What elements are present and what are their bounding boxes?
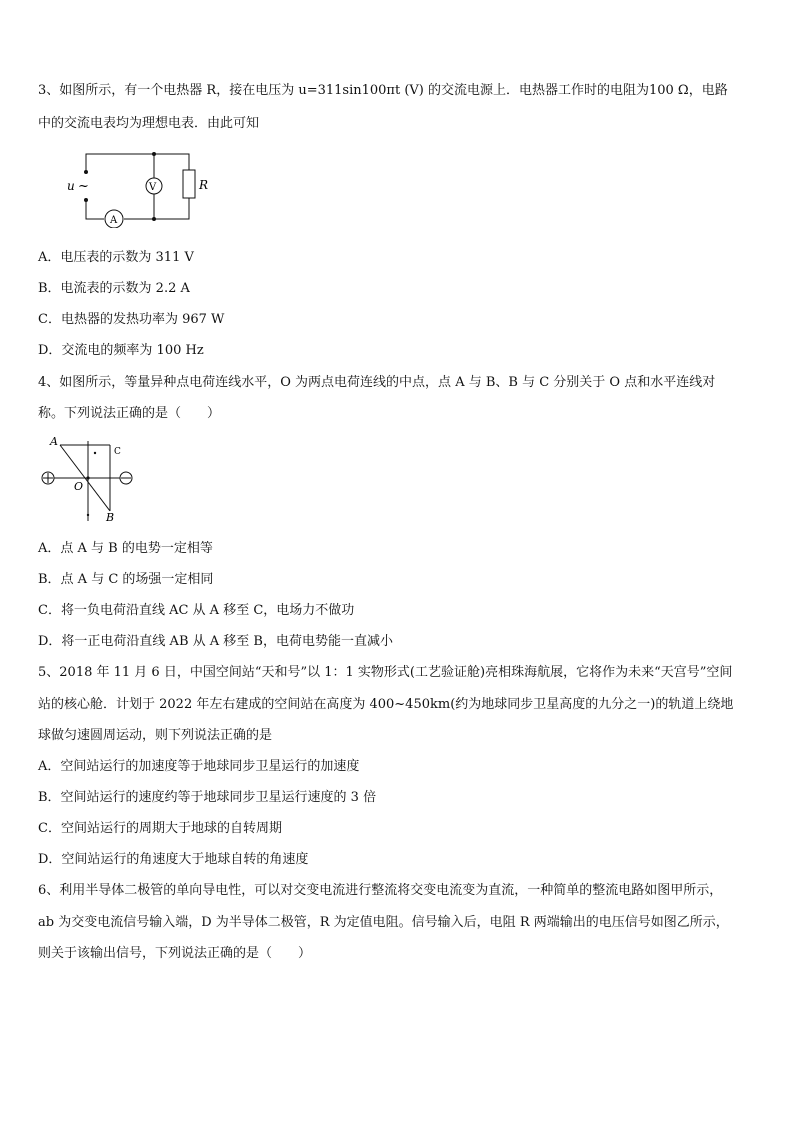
q3-fig-a: A	[110, 215, 118, 226]
q5-option-b: B．空间站运行的速度约等于地球同步卫星运行速度的 3 倍	[38, 790, 377, 805]
q4-option-b: B．点 A 与 C 的场强一定相同	[38, 572, 214, 587]
q5-stem-line2: 站的核心舱．计划于 2022 年左右建成的空间站在高度为 400~450km(约为地球同步卫星高度的九分之一)的轨道上绕地	[38, 697, 734, 712]
q3-option-b: B．电流表的示数为 2.2 A	[38, 281, 190, 296]
q5-stem-line3: 球做匀速圆周运动，则下列说法正确的是	[38, 728, 273, 743]
q3-fig-ac-symbol: ~	[78, 179, 89, 194]
q3-stem-line2: 中的交流电表均为理想电表．由此可知	[38, 116, 260, 131]
q5-stem-line1: 5、2018 年 11 月 6 日，中国空间站“天和号”以 1：1 实物形式(工艺验证舱)亮相珠海航展，它将作为未来“天宫号”空间	[38, 665, 733, 680]
q4-fig-c: C	[114, 447, 121, 457]
q3-fig-r: R	[199, 178, 209, 192]
q5-option-a: A．空间站运行的加速度等于地球同步卫星运行的加速度	[38, 759, 360, 774]
q3-option-a: A．电压表的示数为 311 V	[38, 250, 194, 265]
q4-option-c: C．将一负电荷沿直线 AC 从 A 移至 C，电场力不做功	[38, 603, 355, 618]
q4-fig-b: B	[106, 511, 115, 524]
q4-option-a: A．点 A 与 B 的电势一定相等	[38, 541, 213, 556]
q5-option-d: D．空间站运行的角速度大于地球自转的角速度	[38, 852, 309, 867]
q3-fig-u: u	[67, 179, 75, 193]
q3-fig-v: V	[149, 182, 157, 193]
q4-stem-line2: 称。下列说法正确的是（ ）	[38, 406, 221, 421]
q3-stem-line1: 3、如图所示，有一个电热器 R，接在电压为 u=311sin100πt (V) 的交流电源上．电热器工作时的电阻为100 Ω，电路	[38, 83, 728, 98]
q4-fig-a: A	[50, 435, 58, 448]
q3-circuit-diagram	[62, 148, 212, 228]
q4-charge-diagram	[38, 433, 148, 525]
q4-option-d: D．将一正电荷沿直线 AB 从 A 移至 B，电荷电势能一直减小	[38, 634, 393, 649]
q4-fig-o: O	[74, 480, 84, 493]
q3-option-c: C．电热器的发热功率为 967 W	[38, 312, 225, 327]
q6-stem-line2: ab 为交变电流信号输入端，D 为半导体二极管，R 为定值电阻。信号输入后，电阻 R 两端输出的电压信号如图乙所示，	[38, 915, 729, 930]
q3-option-d: D．交流电的频率为 100 Hz	[38, 343, 204, 358]
q6-stem-line3: 则关于该输出信号，下列说法正确的是（ ）	[38, 946, 312, 961]
q6-stem-line1: 6、利用半导体二极管的单向导电性，可以对交变电流进行整流将交变电流变为直流，一种简单的整流电路如图甲所示，	[38, 883, 723, 898]
q5-option-c: C．空间站运行的周期大于地球的自转周期	[38, 821, 282, 836]
q4-stem-line1: 4、如图所示，等量异种点电荷连线水平，O 为两点电荷连线的中点，点 A 与 B、B 与 C 分别关于 O 点和水平连线对	[38, 375, 716, 390]
